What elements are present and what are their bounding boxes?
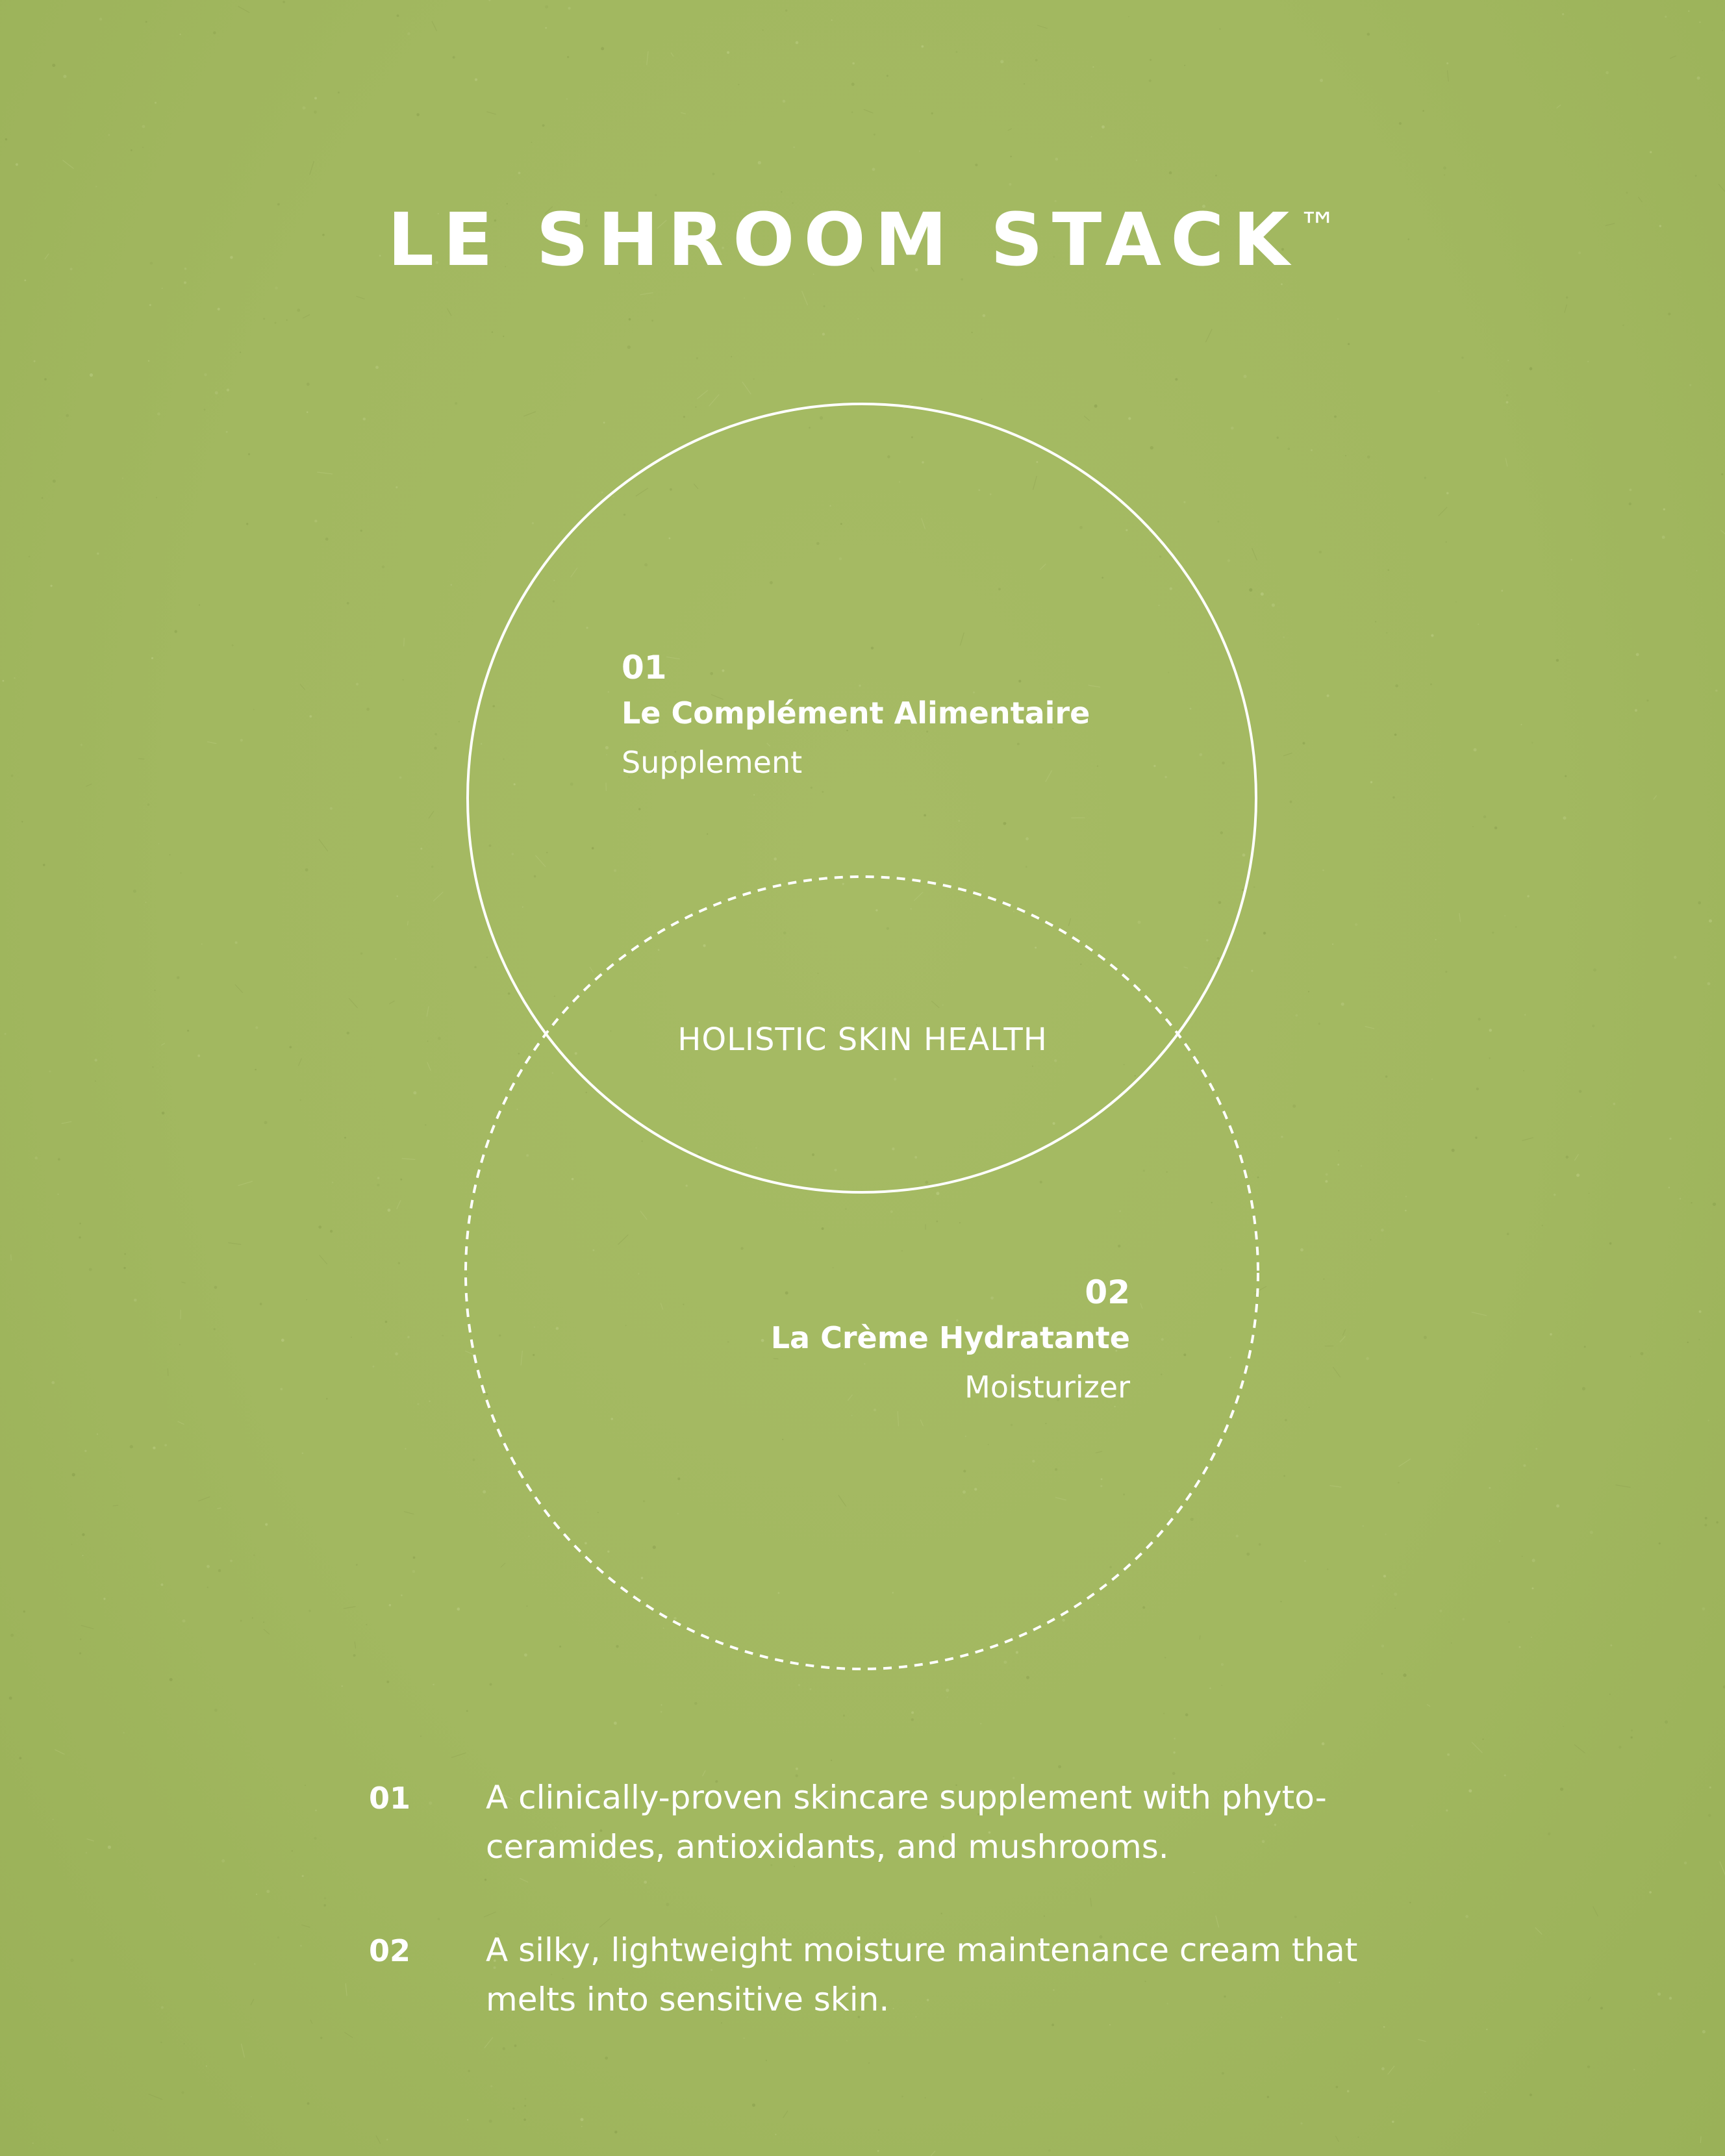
title-text: LE SHROOM STACK — [387, 198, 1299, 282]
moisturizer-label — [771, 1272, 1130, 1412]
supplement-label — [622, 647, 1090, 787]
supplement-name: Le Complément Alimentaire — [622, 696, 1090, 731]
overlap-label: HOLISTIC SKIN HEALTH — [677, 1022, 1048, 1058]
trademark-symbol: ™ — [1298, 205, 1338, 250]
moisturizer-type: Moisturizer — [964, 1370, 1130, 1405]
moisturizer-number: 02 — [1085, 1273, 1130, 1311]
supplement-type: Supplement — [622, 745, 803, 780]
supplement-circle — [468, 404, 1256, 1192]
supplement-number: 01 — [622, 649, 667, 686]
description-text: A clinically-proven skincare supplement with phyto-ceramides, antioxidants, and mushrooms. — [486, 1779, 1327, 1866]
description-number: 02 — [369, 1933, 411, 1968]
description-number: 01 — [369, 1781, 411, 1816]
moisturizer-name: La Crème Hydratante — [770, 1320, 1130, 1355]
description-text: A silky, lightweight moisture maintenance cream that melts into sensitive skin. — [486, 1931, 1358, 2018]
